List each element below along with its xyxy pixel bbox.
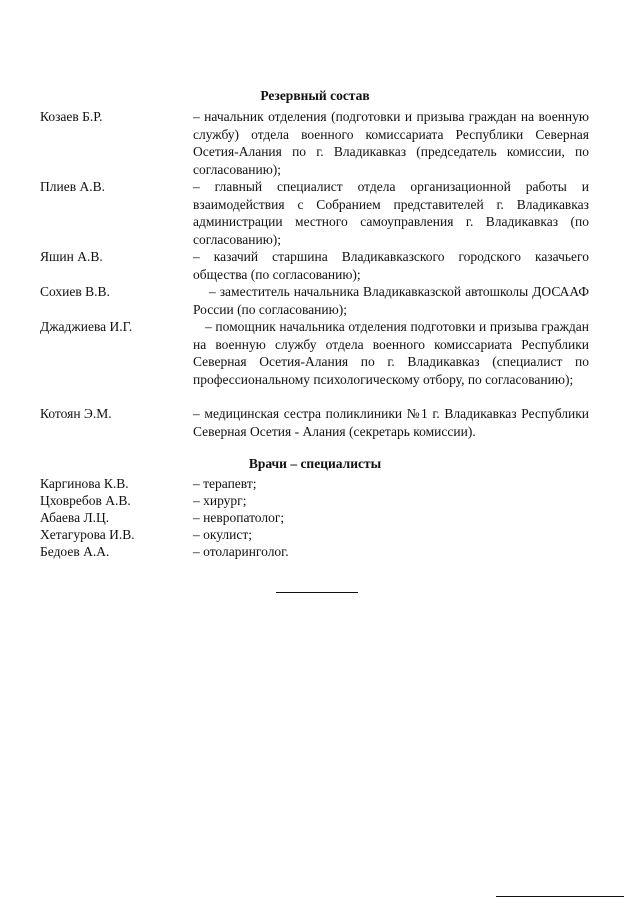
section-end-divider — [276, 592, 358, 593]
member-name: Джаджиева И.Г. — [40, 319, 133, 334]
doctor-name: Бедоев А.А. — [40, 544, 110, 559]
doctor-row — [0, 526, 640, 544]
doctor-name: Абаева Л.Ц. — [40, 510, 110, 525]
doctor-row — [0, 492, 640, 510]
doctor-specialty: – невропатолог; — [193, 510, 285, 525]
member-name: Плиев А.В. — [40, 179, 105, 194]
doctor-row — [0, 543, 640, 561]
member-name: Яшин А.В. — [40, 249, 103, 264]
doctor-specialty: – отоларинголог. — [193, 544, 289, 559]
doctors-section-title: Врачи – специалисты — [248, 456, 382, 471]
member-role: – начальник отделения (подготовки и призыва граждан на военную службу) отдела военного комиссариата Республики Северная Осетия-Алания по г. Владикавказ (председатель комиссии, по согласованию); — [193, 109, 589, 177]
footer-divider — [496, 896, 624, 897]
member-role: – медицинская сестра поликлиники №1 г. Владикавказ Республики Северная Осетия - Алания (секретарь комиссии). — [193, 406, 589, 439]
member-name: Козаев Б.Р. — [40, 109, 103, 124]
doctor-row — [0, 509, 640, 527]
doctor-name: Цховребов А.В. — [40, 493, 131, 508]
member-role: – заместитель начальника Владикавказской автошколы ДОСААФ России (по согласованию); — [193, 284, 589, 317]
doctor-name: Каргинова К.В. — [40, 476, 129, 491]
member-role: – главный специалист отдела организационной работы и взаимодействия с Собранием представителей г. Владикавказ администрации местного самоуправления г. Владикавказ (по согласованию); — [193, 179, 589, 247]
member-role: – помощник начальника отделения подготовки и призыва граждан на военную службу отдела военного комиссариата Республики Северная Осетия-Алания по г. Владикавказ (специалист по профессиональному психологическому отбору, по согласованию); — [193, 319, 589, 387]
member-name: Котоян Э.М. — [40, 406, 112, 421]
doctor-specialty: – терапевт; — [193, 476, 257, 491]
doctor-specialty: – окулист; — [193, 527, 253, 542]
member-name: Сохиев В.В. — [40, 284, 110, 299]
reserve-section-title: Резервный состав — [260, 88, 370, 103]
doctor-row — [0, 475, 640, 493]
doctor-name: Хетагурова И.В. — [40, 527, 135, 542]
doctor-specialty: – хирург; — [193, 493, 247, 508]
member-role: – казачий старшина Владикавказского городского казачьего общества (по согласованию); — [193, 249, 589, 282]
